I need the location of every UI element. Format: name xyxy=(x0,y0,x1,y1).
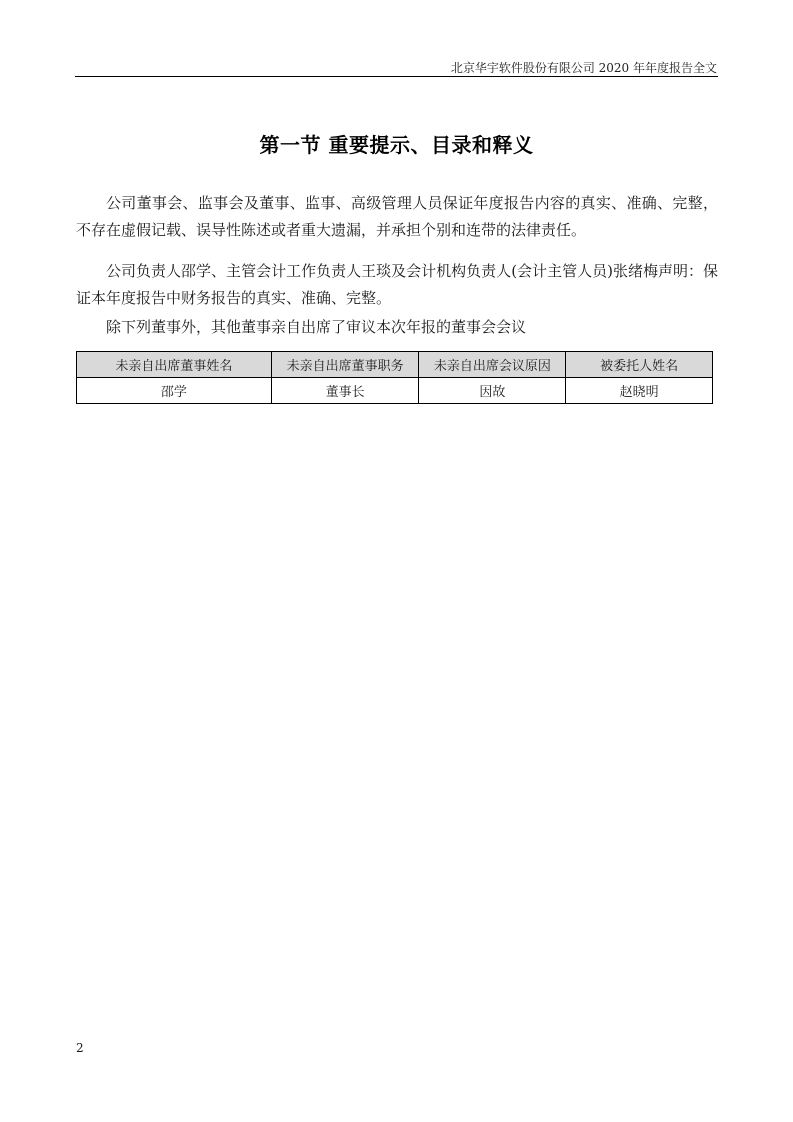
paragraph-board-statement: 公司董事会、监事会及董事、监事、高级管理人员保证年度报告内容的真实、准确、完整，不存在虚假记载、误导性陈述或者重大遗漏，并承担个别和连带的法律责任。 xyxy=(76,194,718,239)
table-row xyxy=(77,378,713,404)
section-title: 第一节 重要提示、目录和释义 xyxy=(259,133,534,157)
column-header-director-position: 未亲自出席董事职务 xyxy=(271,352,419,378)
table-header-row xyxy=(77,352,713,378)
column-header-director-name: 未亲自出席董事姓名 xyxy=(77,352,272,378)
cell-absence-reason: 因故 xyxy=(419,378,566,404)
running-header: 北京华宇软件股份有限公司 2020 年年度报告全文 xyxy=(450,61,717,75)
cell-proxy-name: 赵晓明 xyxy=(566,378,713,404)
column-header-absence-reason: 未亲自出席会议原因 xyxy=(419,352,566,378)
cell-director-position: 董事长 xyxy=(271,378,419,404)
column-header-proxy-name: 被委托人姓名 xyxy=(566,352,713,378)
paragraph-responsible-persons: 公司负责人邵学、主管会计工作负责人王琰及会计机构负责人(会计主管人员)张绪梅声明：保证本年度报告中财务报告的真实、准确、完整。 xyxy=(76,262,718,307)
paragraph-absent-directors-intro: 除下列董事外，其他董事亲自出席了审议本次年报的董事会会议 xyxy=(106,318,527,336)
header-divider xyxy=(75,76,718,77)
cell-director-name: 邵学 xyxy=(77,378,272,404)
page-number: 2 xyxy=(76,1041,84,1055)
absent-directors-table xyxy=(76,351,713,404)
